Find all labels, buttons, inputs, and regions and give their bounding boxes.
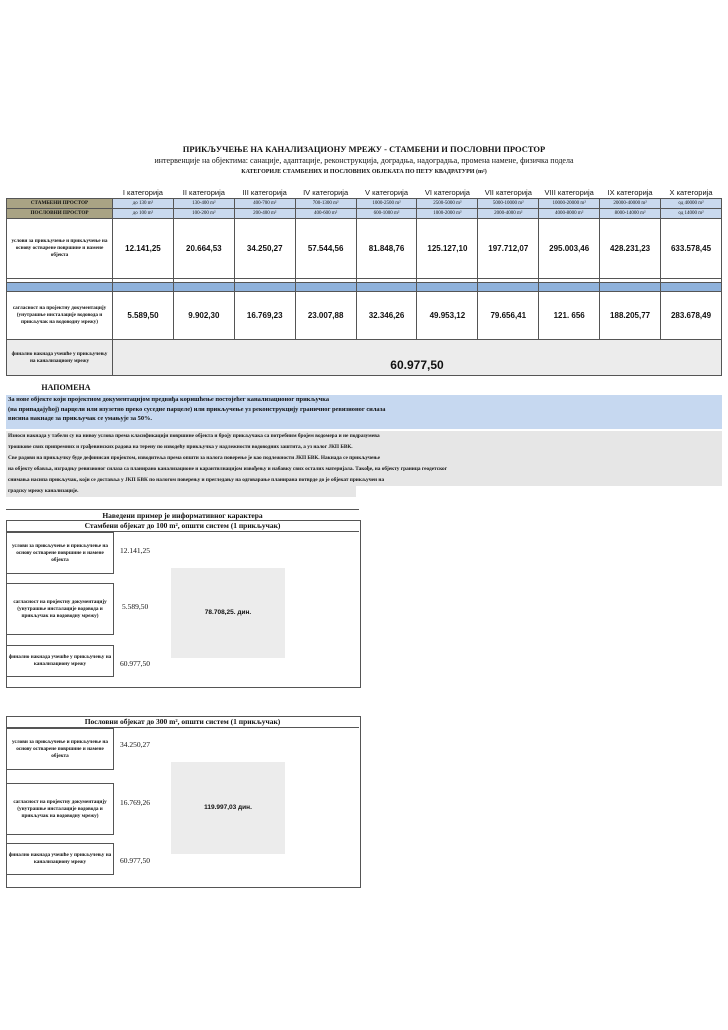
fee-value: 197.712,07 [478,219,539,279]
note-line: Све радови на прикључку буде дефинисан пројектом, изводитеља према општи за налога поверење је као подлежности ЈКП БВК. Накнада се прикључење [8,455,380,461]
fee-value: 79.656,41 [478,292,539,340]
example-label: финално накнада учешће у прикључењу на канализациону мрежу [6,843,114,875]
range-cell: 2000-4000 m² [478,209,539,219]
range-cell: 200-400 m² [234,209,295,219]
fee-value: 188.205,77 [600,292,661,340]
fee-value: 428.231,23 [600,219,661,279]
category-header-row [7,186,722,199]
note-line: За нове објекте који пројектном документацијом предвиђа коришћење постојећег канализационог прикључка [8,396,330,403]
row-label: финално накнада учешће у прикључењу на канализациону мрежу [7,340,113,376]
range-cell: 2500-5000 m² [417,199,478,209]
range-cell: од 40000 m² [661,199,722,209]
range-cell: до 100 m² [113,209,174,219]
row-label: сагласност на пројектну документацију (унутрашње инсталације водовода и прикључак на водоводну мрежу) [7,292,113,340]
fee-value: 5.589,50 [113,292,174,340]
category-header: I категорија [122,187,163,197]
fee-value: 295.003,46 [539,219,600,279]
fee-value: 23.007,88 [295,292,356,340]
fee-value: 32.346,26 [356,292,417,340]
range-cell: од 14000 m² [661,209,722,219]
residential-range-row [7,199,722,209]
example-value: 12.141,25 [120,546,150,555]
range-cell: 1000-2000 m² [417,209,478,219]
fee-value: 34.250,27 [234,219,295,279]
example-label: финално накнада учешће у прикључењу на канализациону мрежу [6,645,114,677]
note-line: висина накнаде за прикључак се умањује за 50%. [8,415,153,422]
range-cell: 4000-8000 m² [539,209,600,219]
example-value: 60.977,50 [120,659,150,668]
note-body [6,431,722,486]
range-cell: 400-600 m² [295,209,356,219]
category-header: II категорија [182,187,225,197]
residential-label: СТАМБЕНИ ПРОСТОР [7,199,113,209]
range-cell: до 130 m² [113,199,174,209]
fee-value: 20.664,53 [173,219,234,279]
range-cell: 1000-2500 m² [356,199,417,209]
business-range-row [7,209,722,219]
page-title: ПРИКЉУЧЕЊЕ НА КАНАЛИЗАЦИОНУ МРЕЖУ - СТАМБЕНИ И ПОСЛОВНИ ПРОСТОР [182,144,546,154]
category-header: IX категорија [607,187,653,197]
example-label: услови за прикључење и прикључење на основу остварене површине и намене објекта [6,728,114,770]
example-title: Стамбени објекат до 100 m², општи систем (1 прикључак) [84,521,281,530]
example-title: Пословни објекат до 300 m², општи систем (1 прикључак) [84,717,281,726]
final-fee-row [7,340,722,376]
fee-value: 9.902,30 [173,292,234,340]
note-heading: НАПОМЕНА [41,383,91,392]
fee-value: 125.127,10 [417,219,478,279]
category-header: VII категорија [484,187,532,197]
page-subtitle: интервенције на објектима: санације, адаптације, реконструкција, доградња, надоградња, промена намене, физичка подела [154,156,574,165]
range-cell: 10000-20000 m² [539,199,600,209]
category-header: III категорија [242,187,287,197]
separator-row [7,283,722,292]
table-caption: КАТЕГОРИЈЕ СТАМБЕНИХ И ПОСЛОВНИХ ОБЈЕКАТА ПО ПЕТУ КВАДРАТУРИ (m²) [241,169,487,175]
category-header: V категорија [365,187,409,197]
example-value: 34.250,27 [120,740,150,749]
range-cell: 5000-10000 m² [478,199,539,209]
range-cell: 130-400 m² [173,199,234,209]
example-value: 5.589,50 [122,602,149,611]
example-sum: 119.997,03 дин. [204,804,252,811]
fee-value: 81.848,76 [356,219,417,279]
category-header: X категорија [669,187,713,197]
divider [6,509,359,510]
note-line: на објекту обавља, изградњу ревизионог силаза са планирано канализационе и карантилнацијом извођењу и набавку свих осталих материјала. Такође, на објекту граница геодетског [8,466,448,472]
example-value: 60.977,50 [120,856,150,865]
example-value: 16.769,26 [120,798,150,807]
range-cell: 700-1300 m² [295,199,356,209]
fee-table [6,186,722,376]
fee-value: 57.544,56 [295,219,356,279]
note-line: градску мрежу канализације. [6,486,356,497]
fee-value: 16.769,23 [234,292,295,340]
range-cell: 20000-40000 m² [600,199,661,209]
example-sum: 78.708,25. дин. [204,609,252,616]
connection-conditions-row [7,219,722,279]
note-line: (на припадајућој) парцели или изузетно преко суседне парцеле) или прикључење уз реконструкцију граничног ревизионог силаза [8,405,386,413]
example-label: услови за прикључење и прикључење на основу остварене површине и намене објекта [6,532,114,574]
example-label: сагласност на пројектну документацију (унутрашње инсталације водовода и прикључак на водоводну мрежу) [6,783,114,835]
note-line: снимања насипа прикључак, који се доставља у ЈКП БВК по налогом поверењу и прегледању на одговарање планирана потврде до је објекат прикључен на [8,477,385,483]
range-cell: 100-200 m² [173,209,234,219]
category-header: VIII категорија [544,187,594,197]
fee-value: 49.953,12 [417,292,478,340]
range-cell: 600-1000 m² [356,209,417,219]
category-header: VI категорија [424,187,470,197]
fee-value: 283.678,49 [661,292,722,340]
note-highlight [6,395,722,429]
fee-value: 633.578,45 [661,219,722,279]
fee-value: 121. 656 [539,292,600,340]
example-label: сагласност на пројектну документацију (унутрашње инсталације водовода и прикључак на водоводну мрежу) [6,583,114,635]
category-header: IV категорија [303,187,349,197]
row-label: услови за прикључење и прикључење на основу остварене површине и намене објекта [7,219,113,279]
range-cell: 400-700 m² [234,199,295,209]
note-line: трошкове свих припремних и грађевинских радова на терену по изводећу прикључка у надлежности водоводних заштита, а уз налог ЈКП БВК. [8,444,353,450]
business-label: ПОСЛОВНИ ПРОСТОР [7,209,113,219]
examples-heading: Наведени пример је информативног карактера [102,511,263,520]
project-approval-row [7,292,722,340]
note-line: Износи накнада у табели су на нивоу услова према класификацији површине објекта и броју прикључака са потребним бројем водомера и не подразумева [8,433,380,439]
total-fee: 60.977,50 [113,340,722,376]
fee-value: 12.141,25 [113,219,174,279]
range-cell: 8000-14000 m² [600,209,661,219]
